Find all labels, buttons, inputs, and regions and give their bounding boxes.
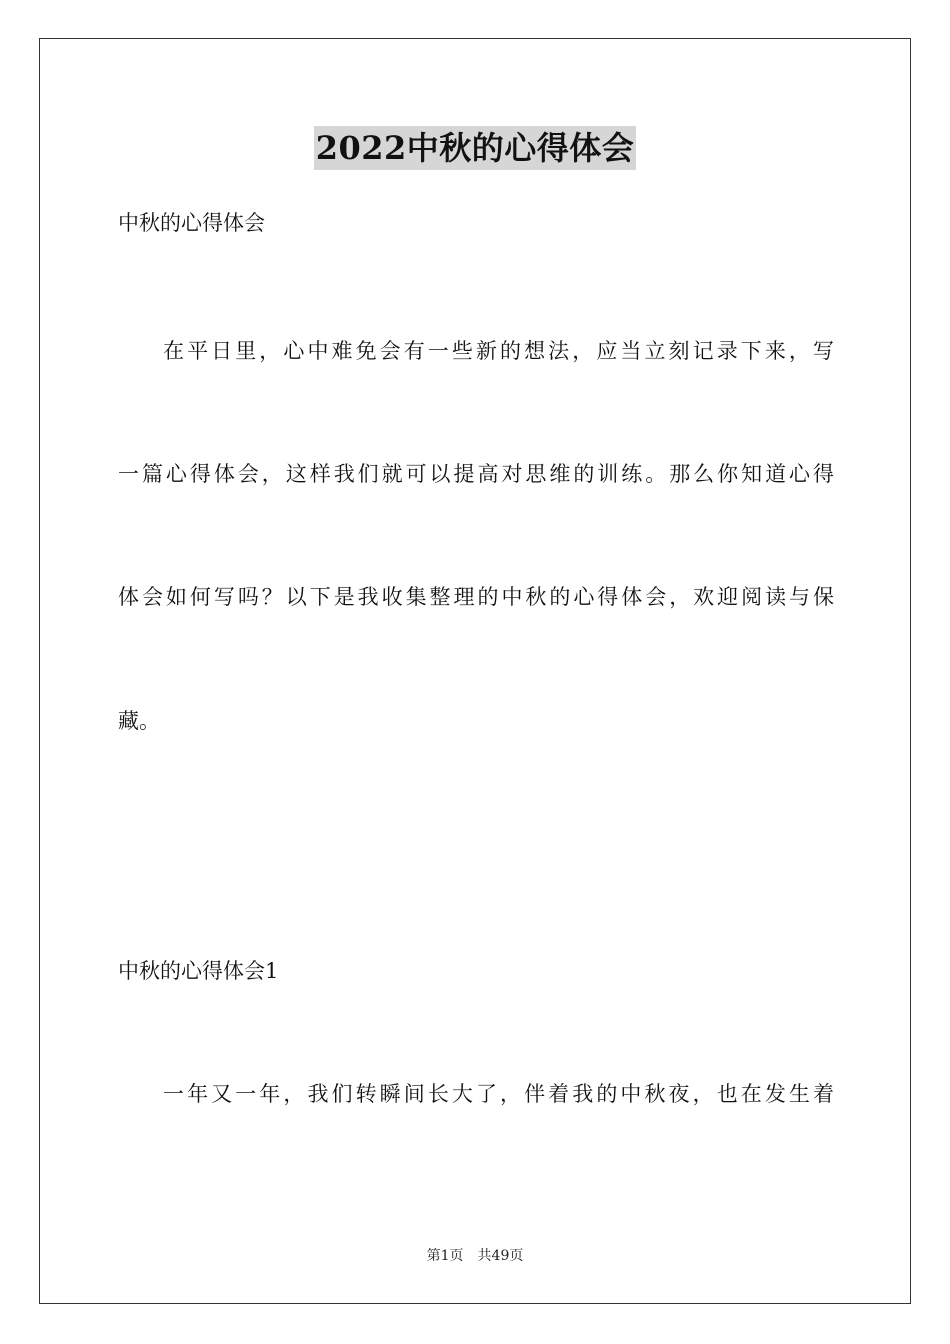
paragraph-line: 体会如何写吗？以下是我收集整理的中秋的心得体会，欢迎阅读与保: [118, 585, 834, 609]
paragraph-line: 藏。: [118, 709, 160, 733]
paragraph-line: 在平日里，心中难免会有一些新的想法，应当立刻记录下来，写: [163, 339, 834, 363]
subtitle-line: 中秋的心得体会: [118, 211, 265, 235]
title-container: [0, 126, 950, 170]
page-number: 第1页: [426, 1248, 464, 1264]
paragraph-line: 一篇心得体会，这样我们就可以提高对思维的训练。那么你知道心得: [118, 462, 834, 486]
page-footer: [0, 1246, 950, 1266]
section-heading: 中秋的心得体会1: [118, 959, 279, 983]
paragraph-line: 一年又一年，我们转瞬间长大了，伴着我的中秋夜，也在发生着: [163, 1082, 834, 1106]
total-pages: 共49页: [477, 1248, 524, 1264]
document-title: 2022中秋的心得体会: [314, 126, 637, 170]
